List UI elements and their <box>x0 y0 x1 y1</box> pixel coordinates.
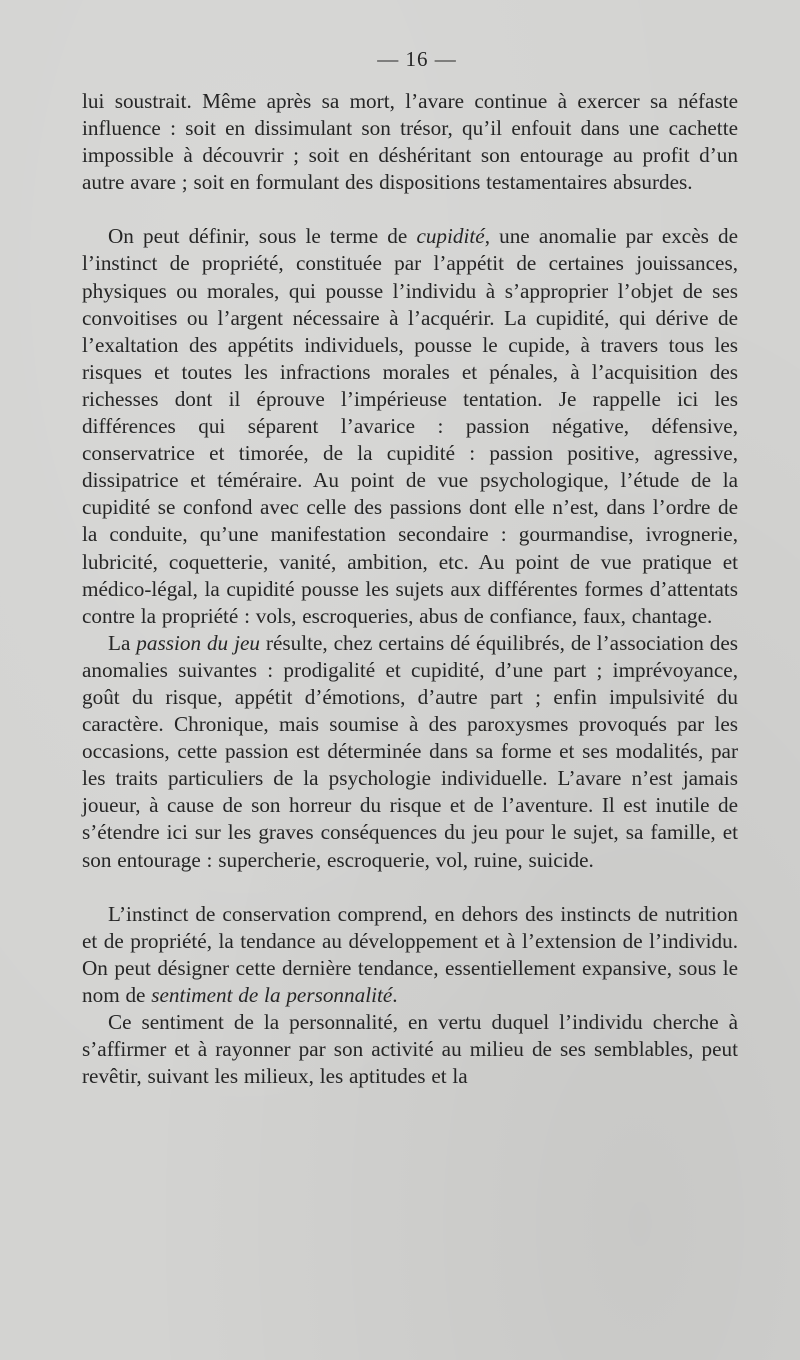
paragraph-3-text-b: résulte, chez certains dé équilibrés, de l’association des anomalies suivantes : prodigalité et cupidité, d’une part ; imprévoyance, goût du risque, appétit d’émotions, d’autre part ; enfin impulsivité du caractère. Chronique, mais soumise à des paroxysmes provoqués par les occasions, cette passion est déterminée dans sa forme et ses modalités, par les traits particuliers de la psychologie individuelle. L’avare n’est jamais joueur, à cause de son horreur du risque et de l’aventure. Il est inutile de s’étendre ici sur les graves conséquences du jeu pour le sujet, sa famille, et son entourage : supercherie, escroquerie, vol, ruine, suicide. <box>82 630 738 872</box>
paragraph-4 <box>82 901 738 1009</box>
paragraph-1 <box>82 88 738 196</box>
paragraph-5-text: Ce sentiment de la personnalité, en vertu duquel l’individu cherche à s’affirmer et à rayonner par son activité au milieu de ses semblables, peut revêtir, suivant les milieux, les aptitudes et la <box>82 1010 738 1089</box>
page-number: — 16 — <box>377 47 457 71</box>
paragraph-5 <box>82 1009 738 1090</box>
paragraph-3-text-a: La <box>108 630 137 655</box>
term-sentiment-personnalite: sentiment de la personnalité <box>151 982 393 1007</box>
paragraph-2-text-b: , une anomalie par excès de l’instinct de propriété, constituée par l’appétit de certaines jouissances, physiques ou morales, qui pousse l’individu à s’approprier l’objet de ses convoitises ou l’argent nécessaire à l’acquérir. La cupidité, qui dérive de l’exaltation des appétits individuels, pousse le cupide, à travers tous les risques et toutes les infractions morales et pénales, à l’acquisition des richesses dont il éprouve l’impérieuse tentation. Je rappelle ici les différences qui séparent l’avarice : passion négative, défensive, conservatrice et timorée, de la cupidité : passion positive, agressive, dissipatrice et téméraire. Au point de vue psychologique, l’étude de la cupidité se confond avec celle des passions dont elle n’est, dans l’ordre de la conduite, qu’une manifestation secondaire : gourmandise, ivrognerie, lubricité, coquetterie, vanité, ambition, etc. Au point de vue pratique et médico-légal, la cupidité pousse les sujets aux différentes formes d’attentats contre la propriété : vols, escroqueries, abus de confiance, faux, chantage. <box>82 224 738 628</box>
paragraph-1-text: lui soustrait. Même après sa mort, l’avare continue à exercer sa néfaste influence : soit en dissimulant son trésor, qu’il enfouit dans une cachette impossible à découvrir ; soit en déshéritant son entourage au profit d’un autre avare ; soit en formulant des dispositions testamentaires absurdes. <box>82 89 738 195</box>
paragraph-4-text-b: . <box>392 982 398 1007</box>
paragraph-3 <box>82 630 738 874</box>
term-passion-du-jeu: passion du jeu <box>136 630 260 655</box>
paragraph-2-text-a: On peut définir, sous le terme de <box>108 224 417 249</box>
paragraph-2 <box>82 223 738 629</box>
book-page <box>82 44 738 1090</box>
paragraph-4-text-a: L’instinct de conservation comprend, en dehors des instincts de nutrition et de propriété, la tendance au développement et à l’extension de l’individu. On peut désigner cette dernière tendance, essentiellement expansive, sous le nom de <box>82 901 738 1007</box>
body-text <box>82 88 738 1090</box>
term-cupidite: cupidité <box>416 224 485 249</box>
